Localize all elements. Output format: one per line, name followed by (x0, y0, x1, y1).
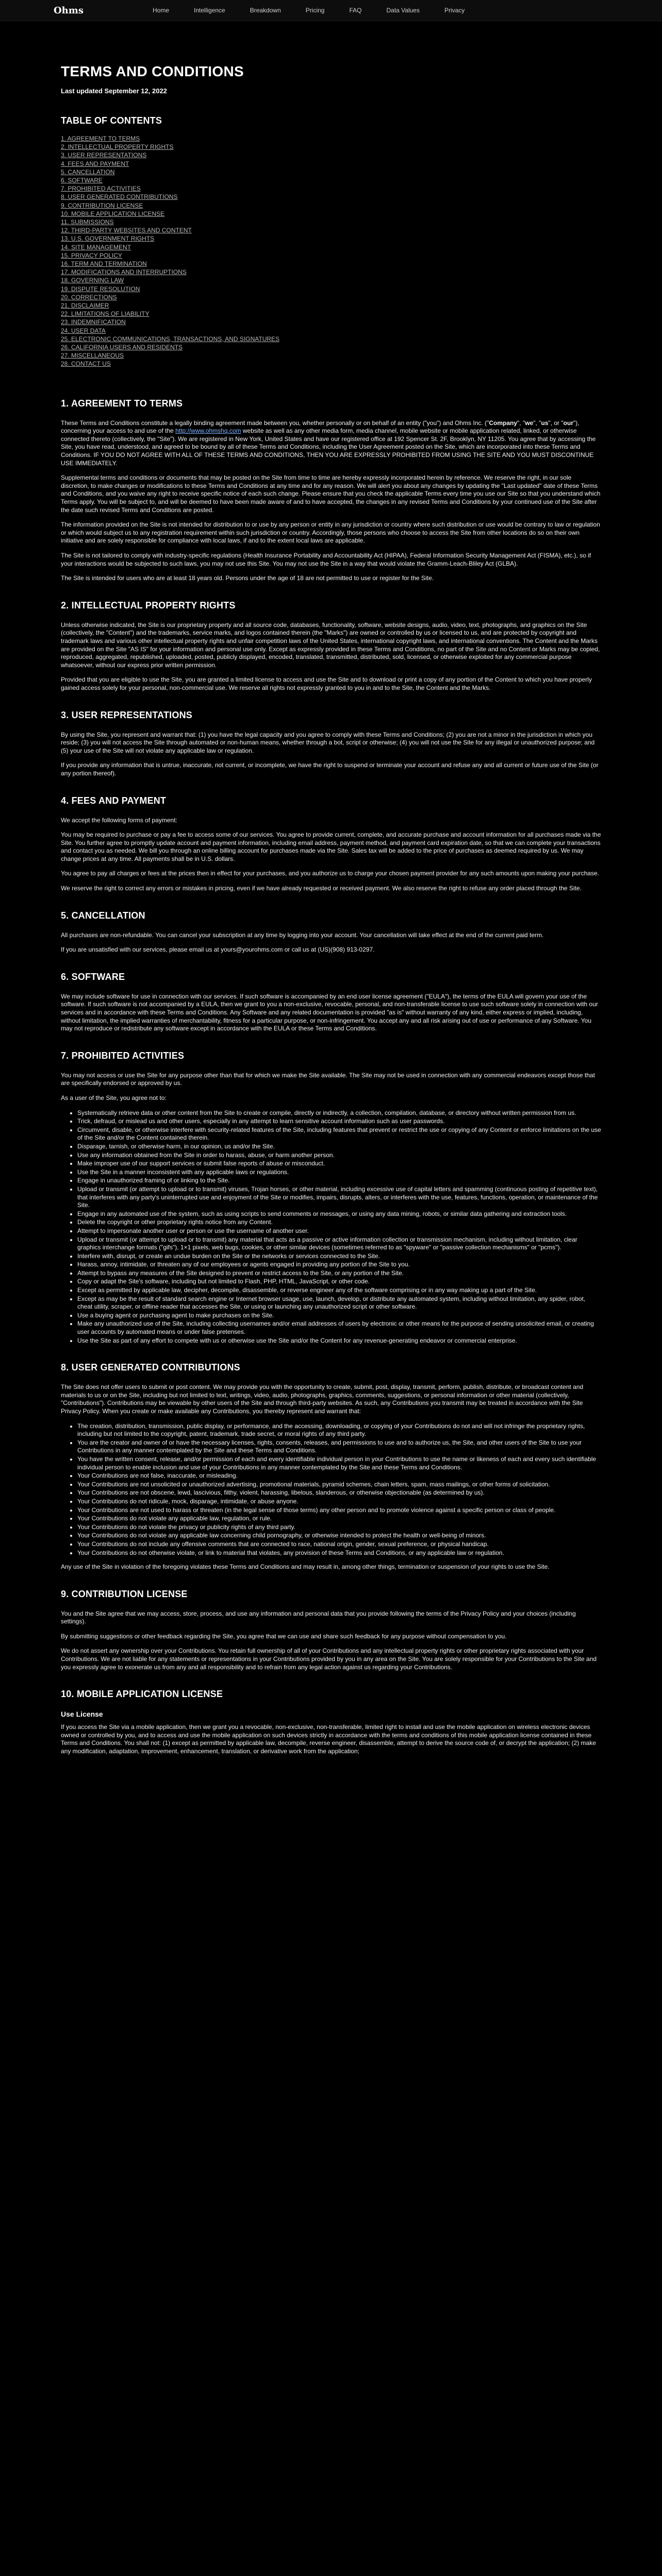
list-item: • Attempt to bypass any measures of the Site designed to prevent or restrict access to the Site, or any portion of the Site. (77, 1269, 601, 1278)
list-item: • Use any information obtained from the Site in order to harass, abuse, or harm another person. (77, 1151, 601, 1160)
page-title: TERMS AND CONDITIONS (61, 63, 244, 79)
list-item: • Use the Site in a manner inconsistent with any applicable laws or regulations. (77, 1168, 601, 1177)
paragraph: By using the Site, you represent and warrant that: (1) you have the legal capacity and you agree to comply with these Terms and Conditions; (2) you are not a minor in the jurisdiction in which you reside; (3) you will not access the Site through automated or non-human means, whether through a bot, script or otherwise; (4) you will not use the Site for any illegal or unauthorized purpose; and (5) your use of the Site will not violate any applicable law or regulation. (61, 731, 595, 754)
toc-link[interactable]: 22. LIMITATIONS OF LIABILITY (61, 310, 150, 318)
section-cancellation (61, 910, 601, 954)
toc-item (61, 134, 601, 143)
toc-item (61, 260, 601, 268)
section-heading: 1. AGREEMENT TO TERMS (61, 398, 183, 409)
toc-item (61, 327, 601, 335)
toc-item (61, 335, 601, 343)
toc-link[interactable]: 12. THIRD-PARTY WEBSITES AND CONTENT (61, 227, 192, 234)
list-item: • Use the Site as part of any effort to compete with us or otherwise use the Site and/or the Content for any revenue-generating endeavor or commercial enterprise. (77, 1337, 601, 1345)
toc-link[interactable]: 16. TERM AND TERMINATION (61, 260, 147, 268)
toc-item (61, 201, 601, 210)
paragraph: You may not access or use the Site for any purpose other than that for which we make the Site available. The Site may not be used in connection with any commercial endeavors except those that are specifically endorsed or approved by us. (61, 1071, 595, 1087)
list-item: • Except as may be the result of standard search engine or Internet browser usage, use, launch, develop, or distribute any automated system, including without limitation, any spider, robot, cheat utility, scraper, or offline reader that accesses the Site, or using or launching any unauthorized script or other software. (77, 1295, 601, 1311)
list-item: • Delete the copyright or other proprietary rights notice from any Content. (77, 1218, 601, 1227)
list-item: • Your Contributions are not unsolicited or unauthorized advertising, promotional materials, pyramid schemes, chain letters, spam, mass mailings, or other forms of solicitation. (77, 1481, 601, 1489)
toc-item (61, 251, 601, 260)
toc-link[interactable]: 18. GOVERNING LAW (61, 277, 124, 284)
section-mobile-license (61, 1689, 601, 1755)
list-item: • Trick, defraud, or mislead us and other users, especially in any attempt to learn sensitive account information such as user passwords. (77, 1117, 601, 1126)
toc-item (61, 343, 601, 351)
toc-title: TABLE OF CONTENTS (61, 115, 162, 126)
section-heading: 7. PROHIBITED ACTIVITIES (61, 1050, 185, 1061)
paragraph: As a user of the Site, you agree not to: (61, 1094, 167, 1101)
contribution-warranties-list (61, 1422, 601, 1557)
toc-item (61, 143, 601, 151)
paragraph: Unless otherwise indicated, the Site is our proprietary property and all source code, databases, functionality, software, website designs, audio, video, text, photographs, and graphics on the Site (collectively, the "Content") and the trademarks, service marks, and logos contained therein (the "Marks") are owned or controlled by us or licensed to us, and are protected by copyright and trademark laws and various other intellectual property rights and unfair competition laws of the United States, international copyright laws, and international conventions. The Content and the Marks are provided on the Site "AS IS" for your information and personal use only. Except as expressly provided in these Terms and Conditions, no part of the Site and no Content or Marks may be copied, reproduced, aggregated, republished, uploaded, posted, publicly displayed, encoded, translated, transmitted, distributed, sold, licensed, or otherwise exploited for any commercial purpose whatsoever, without our express prior written permission. (61, 621, 600, 669)
toc-link[interactable]: 1. AGREEMENT TO TERMS (61, 135, 140, 142)
site-link[interactable]: http://www.ohmshq.com (175, 427, 241, 435)
list-item: • Make any unauthorized use of the Site, including collecting usernames and/or email addresses of users by electronic or other means for the purpose of sending unsolicited email, or creating user accounts by automated means or under false pretenses. (77, 1320, 601, 1336)
toc-link[interactable]: 27. MISCELLANEOUS (61, 352, 124, 360)
paragraph: Supplemental terms and conditions or documents that may be posted on the Site from time to time are hereby expressly incorporated herein by reference. We reserve the right, in our sole discretion, to make changes or modifications to these Terms and Conditions at any time and for any reason. We will alert you about any changes by updating the "Last updated" date of these Terms and Conditions, and you waive any right to receive specific notice of each such change. Please ensure that you check the applicable Terms every time you use our Site so that you understand which Terms apply. You will be subject to, and will be deemed to have been made aware of and to have accepted, the changes in any revised Terms and Conditions by your continued use of the Site after the date such revised Terms and Conditions are posted. (61, 474, 601, 514)
section-heading: 3. USER REPRESENTATIONS (61, 709, 192, 720)
terms-content (61, 21, 601, 1756)
list-item: • Harass, annoy, intimidate, or threaten any of our employees or agents engaged in providing any portion of the Site to you. (77, 1261, 601, 1269)
paragraph: The information provided on the Site is not intended for distribution to or use by any person or entity in any jurisdiction or country where such distribution or use would be contrary to law or regulation or which would subject us to any registration requirement within such jurisdiction or country. Accordingly, those persons who choose to access the Site from other locations do so on their own initiative and are solely responsible for compliance with local laws, if and to the extent local laws are applicable. (61, 521, 600, 545)
toc-item (61, 285, 601, 293)
list-item: • Your Contributions do not otherwise violate, or link to material that violates, any provision of these Terms and Conditions, or any applicable law or regulation. (77, 1549, 601, 1557)
list-item: • Your Contributions do not violate the privacy or publicity rights of any third party. (77, 1523, 601, 1532)
paragraph: You agree to pay all charges or fees at the prices then in effect for your purchases, and you authorize us to charge your chosen payment provider for any such amounts upon making your purchase. (61, 870, 599, 877)
paragraph: If you access the Site via a mobile application, then we grant you a revocable, non-exclusive, non-transferable, limited right to install and use the mobile application on wireless electronic devices owned or controlled by you, and to access and use the mobile application on such devices strictly in accordance with the terms and conditions of this mobile application license contained in these Terms and Conditions. You shall not: (1) except as permitted by applicable law, decompile, reverse engineer, disassemble, attempt to derive the source code of, or decrypt the application; (2) make any modification, adaptation, improvement, enhancement, translation, or derivative work from the application; (61, 1723, 596, 1755)
toc-item (61, 301, 601, 310)
toc-link[interactable]: 26. CALIFORNIA USERS AND RESIDENTS (61, 344, 183, 351)
toc-item (61, 168, 601, 176)
section-contribution-license (61, 1589, 601, 1672)
paragraph: We do not assert any ownership over your Contributions. You retain full ownership of all of your Contributions and any intellectual property rights or other proprietary rights associated with your Contributions. We are not liable for any statements or representations in your Contributions provided by you in any area on the Site. You are solely responsible for your Contributions to the Site and you expressly agree to exonerate us from any and all responsibility and to refrain from any legal action against us regarding your Contributions. (61, 1647, 597, 1671)
section-agreement (61, 398, 601, 583)
toc-item (61, 360, 601, 368)
toc-link[interactable]: 6. SOFTWARE (61, 177, 103, 184)
toc-link[interactable]: 7. PROHIBITED ACTIVITIES (61, 185, 141, 193)
paragraph: All purchases are non-refundable. You can cancel your subscription at any time by logging into your account. Your cancellation will take effect at the end of the current paid term. (61, 931, 544, 939)
toc-item (61, 151, 601, 159)
top-navbar (0, 0, 662, 21)
list-item: • Your Contributions are not used to harass or threaten (in the legal sense of those terms) any other person and to promote violence against a specific person or class of people. (77, 1506, 601, 1515)
list-item: • Your Contributions do not violate any applicable law, regulation, or rule. (77, 1515, 601, 1523)
list-item: • Upload or transmit (or attempt to upload or to transmit) viruses, Trojan horses, or other material, including excessive use of capital letters and spamming (continuous posting of repetitive text), that interferes with any party's uninterrupted use and enjoyment of the Site or modifies, impairs, disrupts, alters, or interferes with the use, features, functions, operation, or maintenance of the Site. (77, 1185, 601, 1210)
section-user-representations (61, 710, 601, 778)
list-item: • Copy or adapt the Site's software, including but not limited to Flash, PHP, HTML, JavaScript, or other code. (77, 1278, 601, 1286)
nav-link-pricing[interactable]: Pricing (305, 7, 325, 14)
paragraph: The Site is not tailored to comply with industry-specific regulations (Health Insurance Portability and Accountability Act (HIPAA), Federal Information Security Management Act (FISMA), etc.), so if your interactions would be subjected to such laws, you may not use this Site. You may not use the Site in a way that would violate the Gramm-Leach-Bliley Act (GLBA). (61, 552, 591, 567)
toc-link[interactable]: 15. PRIVACY POLICY (61, 251, 122, 259)
last-updated: Last updated September 12, 2022 (61, 87, 167, 95)
toc-item (61, 234, 601, 243)
toc-item (61, 243, 601, 251)
toc-link[interactable]: 13. U.S. GOVERNMENT RIGHTS (61, 235, 155, 243)
toc-item (61, 218, 601, 226)
toc-link[interactable]: 5. CANCELLATION (61, 168, 115, 176)
toc-item (61, 293, 601, 301)
subheading: Use License (61, 1710, 103, 1719)
nav-links (153, 0, 489, 21)
paragraph: These Terms and Conditions constitute a legally binding agreement made between you, whether personally or on behalf of an entity ("you") and Ohms Inc. ("Company", "we", "us", or "our"), concerning your access to and use of the http://www.ohmshq.com website as well as any other media form, media channel, mobile website or mobile application related, linked, or otherwise connected thereto (collectively, the "Site"). We are registered in New York, United States and have our registered office at 192 Spencer St. 2F, Brooklyn, NY 11205. You agree that by accessing the Site, you have read, understood, and agreed to be bound by all of these Terms and Conditions, including the User Agreement posted on the Site, which are incorporated into these Terms and Conditions. IF YOU DO NOT AGREE WITH ALL OF THESE TERMS AND CONDITIONS, THEN YOU ARE EXPRESSLY PROHIBITED FROM USING THE SITE AND YOU MUST DISCONTINUE USE IMMEDIATELY. (61, 419, 596, 467)
list-item: • Circumvent, disable, or otherwise interfere with security-related features of the Site, including features that prevent or restrict the use or copying of any Content or enforce limitations on the use of the Site and/or the Content contained therein. (77, 1126, 601, 1142)
toc-link[interactable]: 21. DISCLAIMER (61, 302, 109, 310)
toc-link[interactable]: 19. DISPUTE RESOLUTION (61, 285, 140, 293)
toc-item (61, 210, 601, 218)
section-prohibited-activities (61, 1050, 601, 1345)
list-item: • Make improper use of our support services or submit false reports of abuse or misconduct. (77, 1160, 601, 1168)
toc-link[interactable]: 25. ELECTRONIC COMMUNICATIONS, TRANSACTIONS, AND SIGNATURES (61, 335, 280, 343)
paragraph: The Site is intended for users who are at least 18 years old. Persons under the age of 18 are not permitted to use or register for the Site. (61, 574, 434, 582)
toc-link[interactable]: 28. CONTACT US (61, 360, 111, 368)
list-item: • Use a buying agent or purchasing agent to make purchases on the Site. (77, 1312, 601, 1320)
nav-link-data-values[interactable]: Data Values (386, 7, 420, 14)
toc-item (61, 310, 601, 318)
list-item: • Upload or transmit (or attempt to upload or to transmit) any material that acts as a passive or active information collection or transmission mechanism, including without limitation, clear graphics interchange formats ("gifs"), 1×1 pixels, web bugs, cookies, or other similar devices (sometimes referred to as "spyware" or "passive collection mechanisms" or "pcms"). (77, 1236, 601, 1252)
table-of-contents (61, 134, 601, 368)
toc-link[interactable]: 8. USER GENERATED CONTRIBUTIONS (61, 193, 178, 201)
list-item: • Engage in unauthorized framing of or linking to the Site. (77, 1177, 601, 1185)
list-item: • Disparage, tarnish, or otherwise harm, in our opinion, us and/or the Site. (77, 1143, 601, 1151)
list-item: • Your Contributions are not obscene, lewd, lascivious, filthy, violent, harassing, libelous, slanderous, or otherwise objectionable (as determined by us). (77, 1489, 601, 1497)
list-item: • Systematically retrieve data or other content from the Site to create or compile, directly or indirectly, a collection, compilation, database, or directory without written permission from us. (77, 1109, 601, 1117)
section-fees-payment (61, 795, 601, 893)
brand-logo[interactable]: Ohms (54, 5, 84, 16)
toc-link[interactable]: 3. USER REPRESENTATIONS (61, 151, 147, 159)
toc-item (61, 184, 601, 193)
paragraph: You may be required to purchase or pay a fee to access some of our services. You agree to provide current, complete, and accurate purchase and account information for all purchases made via the Site. You further agree to promptly update account and payment information, including email address, payment method, and payment card expiration date, so that we can complete your transactions and contact you as needed. We bill you through an online billing account for purchases made via the Site. Sales tax will be added to the price of purchases as deemed required by us. We may change prices at any time. All payments shall be in U.S. dollars. (61, 831, 601, 862)
list-item: • You have the written consent, release, and/or permission of each and every identifiable individual person in your Contributions to use the name or likeness of each and every such identifiable individual person to enable inclusion and use of your Contributions in any manner contemplated by the Site and these Terms and Conditions. (77, 1455, 601, 1471)
list-item: • Interfere with, disrupt, or create an undue burden on the Site or the networks or services connected to the Site. (77, 1252, 601, 1261)
section-heading: 2. INTELLECTUAL PROPERTY RIGHTS (61, 600, 236, 611)
paragraph: Provided that you are eligible to use the Site, you are granted a limited license to access and use the Site and to download or print a copy of any portion of the Content to which you have properly gained access solely for your personal, non-commercial use. We reserve all rights not expressly granted to you in and to the Site, the Content and the Marks. (61, 676, 592, 691)
section-software (61, 972, 601, 1033)
section-heading: 6. SOFTWARE (61, 971, 125, 982)
toc-item (61, 160, 601, 168)
toc-link[interactable]: 9. CONTRIBUTION LICENSE (61, 201, 143, 209)
toc-link[interactable]: 11. SUBMISSIONS (61, 218, 114, 226)
paragraph: The Site does not offer users to submit or post content. We may provide you with the opportunity to create, submit, post, display, transmit, perform, publish, distribute, or broadcast content and materials to us or on the Site, including but not limited to text, writings, video, audio, photographs, graphics, comments, suggestions, or personal information or other material (collectively, "Contributions"). Contributions may be viewable by other users of the Site and through third-party websites. As such, any Contributions you transmit may be treated in accordance with the Site Privacy Policy. When you create or make available any Contributions, you thereby represent and warrant that: (61, 1383, 584, 1415)
paragraph: By submitting suggestions or other feedback regarding the Site, you agree that we can use and share such feedback for any purpose without compensation to you. (61, 1632, 507, 1640)
toc-item (61, 226, 601, 234)
toc-link[interactable]: 24. USER DATA (61, 327, 106, 334)
toc-item (61, 318, 601, 326)
paragraph: If you provide any information that is untrue, inaccurate, not current, or incomplete, we have the right to suspend or terminate your account and refuse any and all current or future use of the Site (or any portion thereof). (61, 761, 599, 777)
nav-link-faq[interactable]: FAQ (349, 7, 362, 14)
list-item: • The creation, distribution, transmission, public display, or performance, and the accessing, downloading, or copying of your Contributions do not and will not infringe the proprietary rights, including but not limited to the copyright, patent, trademark, trade secret, or moral rights of any third party. (77, 1422, 601, 1438)
section-heading: 9. CONTRIBUTION LICENSE (61, 1588, 188, 1599)
nav-link-intelligence[interactable]: Intelligence (194, 7, 225, 14)
list-item: • Your Contributions do not ridicule, mock, disparage, intimidate, or abuse anyone. (77, 1498, 601, 1506)
prohibited-list (61, 1109, 601, 1345)
paragraph: If you are unsatisfied with our services, please email us at yours@yourohms.com or call us at (US)(908) 913-0297. (61, 946, 375, 954)
toc-link[interactable]: 2. INTELLECTUAL PROPERTY RIGHTS (61, 143, 174, 151)
toc-item (61, 276, 601, 284)
toc-link[interactable]: 17. MODIFICATIONS AND INTERRUPTIONS (61, 268, 187, 276)
list-item: • Engage in any automated use of the system, such as using scripts to send comments or messages, or using any data mining, robots, or similar data gathering and extraction tools. (77, 1210, 601, 1218)
list-item: • You are the creator and owner of or have the necessary licenses, rights, consents, releases, and permissions to use and to authorize us, the Site, and other users of the Site to use your Contributions in any manner contemplated by the Site and these Terms and Conditions. (77, 1439, 601, 1455)
list-item: • Attempt to impersonate another user or person or use the username of another user. (77, 1227, 601, 1235)
toc-item (61, 176, 601, 184)
section-heading: 8. USER GENERATED CONTRIBUTIONS (61, 1362, 240, 1373)
paragraph: We may include software for use in connection with our services. If such software is accompanied by an end user license agreement ("EULA"), the terms of the EULA will govern your use of the software. If such software is not accompanied by a EULA, then we grant to you a non-exclusive, revocable, personal, and non-transferable license to use such software solely in connection with our services and in accordance with these Terms and Conditions. Any Software and any related documentation is provided "as is" without warranty of any kind, either express or implied, including, without limitation, the implied warranties of merchantability, fitness for a particular purpose, or non-infringement. You accept any and all risk arising out of use or performance of any Software. You may not reproduce or redistribute any software except in accordance with the EULA or these Terms and Conditions. (61, 992, 598, 1032)
list-item: • Your Contributions do not violate any applicable law concerning child pornography, or otherwise intended to protect the health or well-being of minors. (77, 1532, 601, 1540)
paragraph: Any use of the Site in violation of the foregoing violates these Terms and Conditions and may result in, among other things, termination or suspension of your rights to use the Site. (61, 1563, 550, 1571)
section-heading: 4. FEES AND PAYMENT (61, 795, 167, 806)
paragraph: You and the Site agree that we may access, store, process, and use any information and personal data that you provide following the terms of the Privacy Policy and your choices (including settings). (61, 1609, 576, 1625)
toc-item (61, 193, 601, 201)
section-user-contributions (61, 1362, 601, 1571)
toc-link[interactable]: 14. SITE MANAGEMENT (61, 243, 131, 251)
list-item: • Except as permitted by applicable law, decipher, decompile, disassemble, or reverse engineer any of the software comprising or in any way making up a part of the Site. (77, 1286, 601, 1295)
nav-link-breakdown[interactable]: Breakdown (250, 7, 281, 14)
section-heading: 10. MOBILE APPLICATION LICENSE (61, 1689, 223, 1700)
toc-link[interactable]: 23. INDEMNIFICATION (61, 318, 126, 326)
nav-link-home[interactable]: Home (153, 7, 170, 14)
list-item: • Your Contributions are not false, inaccurate, or misleading. (77, 1472, 601, 1480)
paragraph: We accept the following forms of payment: (61, 816, 177, 824)
toc-link[interactable]: 20. CORRECTIONS (61, 293, 117, 301)
toc-link[interactable]: 10. MOBILE APPLICATION LICENSE (61, 210, 165, 217)
list-item: • Your Contributions do not include any offensive comments that are connected to race, national origin, gender, sexual preference, or physical handicap. (77, 1540, 601, 1549)
toc-link[interactable]: 4. FEES AND PAYMENT (61, 160, 129, 167)
toc-item (61, 351, 601, 360)
section-intellectual-property (61, 600, 601, 692)
section-heading: 5. CANCELLATION (61, 910, 145, 921)
nav-link-privacy[interactable]: Privacy (444, 7, 465, 14)
toc-item (61, 268, 601, 276)
paragraph: We reserve the right to correct any errors or mistakes in pricing, even if we have already requested or received payment. We also reserve the right to refuse any order placed through the Site. (61, 885, 582, 892)
